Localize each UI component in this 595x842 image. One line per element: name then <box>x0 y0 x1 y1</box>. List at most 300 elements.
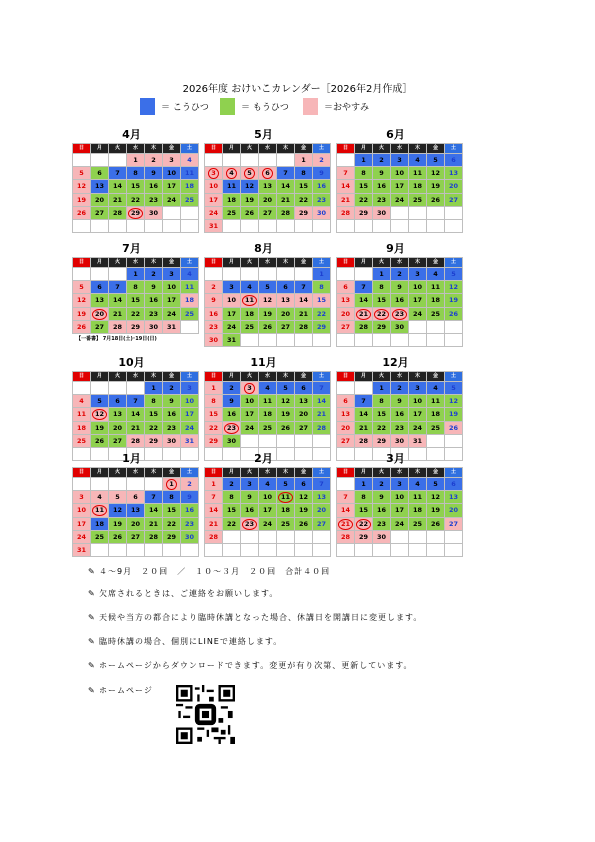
weekday-label: 月 <box>91 144 109 154</box>
day-number: 9 <box>397 283 402 292</box>
day-number: 27 <box>262 208 273 217</box>
weekday-header <box>205 468 331 478</box>
day-cell <box>163 167 181 180</box>
day-cell <box>355 543 373 556</box>
day-number: 24 <box>76 532 87 541</box>
weekday-header <box>337 144 463 154</box>
day-number: 24 <box>262 519 273 528</box>
day-cell <box>355 294 373 307</box>
day-cell <box>145 320 163 333</box>
week-row <box>73 530 199 543</box>
day-cell <box>445 395 463 408</box>
day-number: 2 <box>151 156 156 165</box>
day-cell <box>259 206 277 219</box>
pen-icon: ✎ <box>88 661 96 670</box>
day-number: 30 <box>148 208 159 217</box>
day-number: 2 <box>187 480 192 489</box>
day-number: 30 <box>316 208 327 217</box>
day-cell <box>337 434 355 447</box>
day-number: 30 <box>394 436 405 445</box>
day-cell <box>181 543 199 556</box>
day-number: 3 <box>397 480 402 489</box>
day-cell <box>355 478 373 491</box>
day-number: 11 <box>412 169 423 178</box>
day-cell <box>313 320 331 333</box>
day-cell <box>223 395 241 408</box>
day-number: 14 <box>358 410 369 419</box>
day-cell <box>355 281 373 294</box>
day-cell <box>295 478 313 491</box>
day-cell <box>163 408 181 421</box>
day-cell <box>409 530 427 543</box>
day-cell <box>109 504 127 517</box>
day-number: 11 <box>412 493 423 502</box>
day-cell <box>391 517 409 530</box>
day-cell <box>91 294 109 307</box>
day-number: 28 <box>112 322 123 331</box>
day-cell <box>91 530 109 543</box>
pen-icon: ✎ <box>88 637 96 646</box>
weekday-label: 月 <box>223 372 241 382</box>
day-number: 10 <box>394 169 405 178</box>
day-number: 22 <box>356 519 371 530</box>
day-cell <box>355 193 373 206</box>
day-number: 6 <box>283 283 288 292</box>
day-cell <box>337 333 355 346</box>
day-cell <box>277 395 295 408</box>
day-cell <box>181 268 199 281</box>
day-number: 17 <box>262 506 273 515</box>
day-number: 20 <box>262 195 273 204</box>
day-number: 5 <box>97 397 102 406</box>
day-cell <box>223 281 241 294</box>
weekday-label: 日 <box>73 258 91 268</box>
day-number: 4 <box>247 283 252 292</box>
day-cell <box>205 382 223 395</box>
day-cell <box>337 180 355 193</box>
day-cell <box>409 154 427 167</box>
day-cell <box>91 281 109 294</box>
day-number: 10 <box>166 283 177 292</box>
week-row <box>205 421 331 434</box>
weekday-header <box>73 468 199 478</box>
day-number: 5 <box>451 270 456 279</box>
weekday-label: 土 <box>313 372 331 382</box>
day-number: 6 <box>301 384 306 393</box>
day-cell <box>259 193 277 206</box>
day-number: 12 <box>244 182 255 191</box>
day-number: 19 <box>430 182 441 191</box>
day-cell <box>241 268 259 281</box>
day-cell <box>427 530 445 543</box>
day-number: 11 <box>278 492 293 503</box>
day-cell <box>91 421 109 434</box>
day-cell <box>313 517 331 530</box>
day-cell <box>259 408 277 421</box>
day-cell <box>181 167 199 180</box>
weekday-label: 日 <box>73 144 91 154</box>
day-number: 26 <box>112 532 123 541</box>
day-number: 14 <box>340 182 351 191</box>
day-cell <box>409 294 427 307</box>
day-cell <box>313 294 331 307</box>
day-number: 4 <box>187 270 192 279</box>
week-row <box>337 382 463 395</box>
pen-icon: ✎ <box>88 589 96 598</box>
day-cell <box>109 543 127 556</box>
day-cell <box>109 294 127 307</box>
day-cell <box>409 395 427 408</box>
day-cell <box>409 206 427 219</box>
day-cell <box>109 154 127 167</box>
weekday-label: 水 <box>127 372 145 382</box>
day-cell <box>427 307 445 320</box>
day-number: 15 <box>358 506 369 515</box>
day-number: 16 <box>376 182 387 191</box>
day-cell <box>259 307 277 320</box>
day-cell <box>223 491 241 504</box>
day-cell <box>163 530 181 543</box>
day-cell <box>373 320 391 333</box>
day-cell <box>205 504 223 517</box>
day-cell <box>409 167 427 180</box>
day-cell <box>181 408 199 421</box>
day-cell <box>277 421 295 434</box>
pen-icon: ✎ <box>88 613 96 622</box>
day-number: 17 <box>76 519 87 528</box>
day-number: 26 <box>430 195 441 204</box>
day-cell <box>163 154 181 167</box>
day-cell <box>337 421 355 434</box>
day-cell <box>373 478 391 491</box>
day-cell <box>313 382 331 395</box>
day-number: 10 <box>412 397 423 406</box>
week-row <box>73 478 199 491</box>
day-cell <box>277 408 295 421</box>
day-cell <box>259 219 277 232</box>
day-number: 28 <box>316 423 327 432</box>
week-row <box>337 294 463 307</box>
day-number: 18 <box>244 309 255 318</box>
day-cell <box>223 434 241 447</box>
day-cell <box>163 491 181 504</box>
weekday-label: 木 <box>145 258 163 268</box>
day-number: 27 <box>448 519 459 528</box>
day-cell <box>427 434 445 447</box>
weekday-label: 月 <box>223 468 241 478</box>
day-cell <box>391 421 409 434</box>
day-cell <box>409 434 427 447</box>
day-number: 4 <box>226 168 237 179</box>
day-number: 4 <box>265 480 270 489</box>
day-number: 17 <box>412 410 423 419</box>
day-number: 6 <box>343 397 348 406</box>
weekday-label: 土 <box>313 258 331 268</box>
day-number: 10 <box>244 397 255 406</box>
day-number: 17 <box>166 296 177 305</box>
day-cell <box>181 320 199 333</box>
day-cell <box>205 268 223 281</box>
day-number: 13 <box>262 182 273 191</box>
day-number: 7 <box>343 493 348 502</box>
day-cell <box>313 268 331 281</box>
day-number: 24 <box>394 195 405 204</box>
day-cell <box>109 434 127 447</box>
day-cell <box>241 294 259 307</box>
day-cell <box>259 395 277 408</box>
day-number: 8 <box>379 283 384 292</box>
qr-code-icon[interactable] <box>176 685 235 744</box>
legend-label: ＝ もうひつ <box>241 103 289 113</box>
day-number: 14 <box>112 182 123 191</box>
day-number: 3 <box>169 156 174 165</box>
day-number: 7 <box>115 283 120 292</box>
day-cell <box>163 206 181 219</box>
day-cell <box>163 193 181 206</box>
day-cell <box>373 395 391 408</box>
day-number: 26 <box>298 519 309 528</box>
day-cell <box>145 543 163 556</box>
day-number: 27 <box>94 208 105 217</box>
day-cell <box>223 320 241 333</box>
day-number: 13 <box>112 410 123 419</box>
day-number: 29 <box>316 322 327 331</box>
day-cell <box>91 434 109 447</box>
day-cell <box>427 154 445 167</box>
day-cell <box>427 268 445 281</box>
day-number: 29 <box>148 436 159 445</box>
week-row <box>205 193 331 206</box>
day-cell <box>445 281 463 294</box>
day-number: 28 <box>130 436 141 445</box>
day-number: 23 <box>376 519 387 528</box>
day-cell <box>109 219 127 232</box>
day-number: 16 <box>226 410 237 419</box>
day-cell <box>391 382 409 395</box>
day-cell <box>205 434 223 447</box>
day-cell <box>409 320 427 333</box>
day-number: 10 <box>184 397 195 406</box>
day-cell <box>127 167 145 180</box>
day-cell <box>355 167 373 180</box>
day-cell <box>109 395 127 408</box>
day-cell <box>277 530 295 543</box>
day-number: 10 <box>394 493 405 502</box>
day-cell <box>181 530 199 543</box>
day-cell <box>163 219 181 232</box>
day-cell <box>181 395 199 408</box>
day-number: 7 <box>301 283 306 292</box>
week-row <box>337 193 463 206</box>
day-number: 30 <box>376 532 387 541</box>
day-number: 22 <box>376 423 387 432</box>
day-cell <box>277 281 295 294</box>
day-cell <box>223 382 241 395</box>
day-number: 31 <box>184 436 195 445</box>
day-number: 20 <box>448 182 459 191</box>
day-number: 31 <box>226 336 237 345</box>
weekday-label: 金 <box>163 144 181 154</box>
week-row <box>337 421 463 434</box>
day-cell <box>391 504 409 517</box>
day-number: 22 <box>298 195 309 204</box>
day-cell <box>355 421 373 434</box>
day-cell <box>391 307 409 320</box>
week-row <box>205 382 331 395</box>
legend-label: ＝おやすみ <box>324 103 370 113</box>
day-number: 19 <box>76 195 87 204</box>
day-cell <box>391 268 409 281</box>
day-cell <box>127 193 145 206</box>
legend-swatch <box>220 98 235 115</box>
day-number: 10 <box>208 182 219 191</box>
day-number: 23 <box>148 309 159 318</box>
day-number: 11 <box>430 283 441 292</box>
day-cell <box>223 543 241 556</box>
day-number: 12 <box>76 296 87 305</box>
day-cell <box>445 167 463 180</box>
day-cell <box>277 180 295 193</box>
day-cell <box>127 543 145 556</box>
day-number: 6 <box>301 480 306 489</box>
day-cell <box>391 294 409 307</box>
day-number: 3 <box>169 270 174 279</box>
month-table <box>204 467 331 557</box>
week-row <box>205 530 331 543</box>
day-number: 15 <box>148 410 159 419</box>
day-number: 27 <box>340 436 351 445</box>
day-number: 5 <box>265 283 270 292</box>
day-number: 14 <box>148 506 159 515</box>
day-number: 25 <box>430 309 441 318</box>
day-cell <box>355 504 373 517</box>
day-cell <box>145 421 163 434</box>
day-cell <box>163 382 181 395</box>
day-cell <box>181 294 199 307</box>
week-row <box>73 281 199 294</box>
day-cell <box>259 154 277 167</box>
day-cell <box>109 180 127 193</box>
week-row <box>73 408 199 421</box>
weekday-label: 木 <box>277 468 295 478</box>
week-row <box>337 333 463 346</box>
legend-label: ＝ こうひつ <box>161 103 209 113</box>
weekday-label: 金 <box>163 372 181 382</box>
day-cell <box>295 504 313 517</box>
day-cell <box>409 281 427 294</box>
day-cell <box>223 408 241 421</box>
week-row <box>337 167 463 180</box>
day-number: 12 <box>262 296 273 305</box>
day-cell <box>163 294 181 307</box>
week-row <box>205 320 331 333</box>
day-cell <box>391 193 409 206</box>
day-cell <box>427 408 445 421</box>
day-cell <box>205 320 223 333</box>
day-cell <box>295 154 313 167</box>
day-number: 15 <box>226 506 237 515</box>
weekday-label: 月 <box>355 468 373 478</box>
week-row <box>73 219 199 232</box>
note-item: ✎ 臨時休講の場合、個別にLINEで連絡します。 <box>88 637 283 646</box>
day-cell <box>313 434 331 447</box>
day-number: 3 <box>244 383 255 394</box>
day-cell <box>73 408 91 421</box>
day-cell <box>73 180 91 193</box>
day-number: 22 <box>374 309 389 320</box>
day-cell <box>391 281 409 294</box>
day-cell <box>277 167 295 180</box>
note-item: ✎ ４～9月 ２０回 ／ １０～３月 ２０回 合計４０回 <box>88 567 331 576</box>
day-cell <box>109 167 127 180</box>
weekday-label: 金 <box>295 144 313 154</box>
day-number: 15 <box>376 296 387 305</box>
day-cell <box>205 421 223 434</box>
day-cell <box>181 206 199 219</box>
day-cell <box>295 382 313 395</box>
day-number: 16 <box>376 506 387 515</box>
day-cell <box>259 478 277 491</box>
weekday-header <box>73 372 199 382</box>
weekday-label: 水 <box>127 258 145 268</box>
day-cell <box>259 517 277 530</box>
day-number: 16 <box>394 410 405 419</box>
day-cell <box>445 543 463 556</box>
day-cell <box>295 268 313 281</box>
day-cell <box>241 307 259 320</box>
day-cell <box>409 543 427 556</box>
day-cell <box>73 491 91 504</box>
legend-swatch <box>140 98 155 115</box>
day-cell <box>391 320 409 333</box>
day-cell <box>373 408 391 421</box>
day-number: 9 <box>379 169 384 178</box>
day-cell <box>241 320 259 333</box>
day-number: 25 <box>244 322 255 331</box>
day-number: 10 <box>166 169 177 178</box>
weekday-label: 火 <box>109 468 127 478</box>
day-number: 14 <box>340 506 351 515</box>
day-number: 19 <box>298 506 309 515</box>
day-cell <box>91 167 109 180</box>
day-cell <box>145 281 163 294</box>
month-calendar <box>72 355 195 461</box>
week-row <box>337 219 463 232</box>
day-cell <box>163 504 181 517</box>
day-number: 14 <box>358 296 369 305</box>
day-number: 14 <box>130 410 141 419</box>
day-number: 12 <box>430 493 441 502</box>
day-cell <box>295 180 313 193</box>
month-calendar <box>336 241 459 347</box>
page-title: 2026年度 おけいこカレンダー［2026年2月作成］ <box>182 84 413 95</box>
day-number: 4 <box>433 384 438 393</box>
day-number: 19 <box>94 423 105 432</box>
day-cell <box>205 154 223 167</box>
month-table <box>336 467 463 557</box>
day-number: 19 <box>262 309 273 318</box>
day-number: 26 <box>448 309 459 318</box>
day-cell <box>145 491 163 504</box>
day-cell <box>277 154 295 167</box>
day-cell <box>277 219 295 232</box>
day-cell <box>427 421 445 434</box>
day-number: 2 <box>229 384 234 393</box>
day-number: 16 <box>208 309 219 318</box>
day-cell <box>355 530 373 543</box>
weekday-header <box>337 258 463 268</box>
day-number: 9 <box>379 493 384 502</box>
